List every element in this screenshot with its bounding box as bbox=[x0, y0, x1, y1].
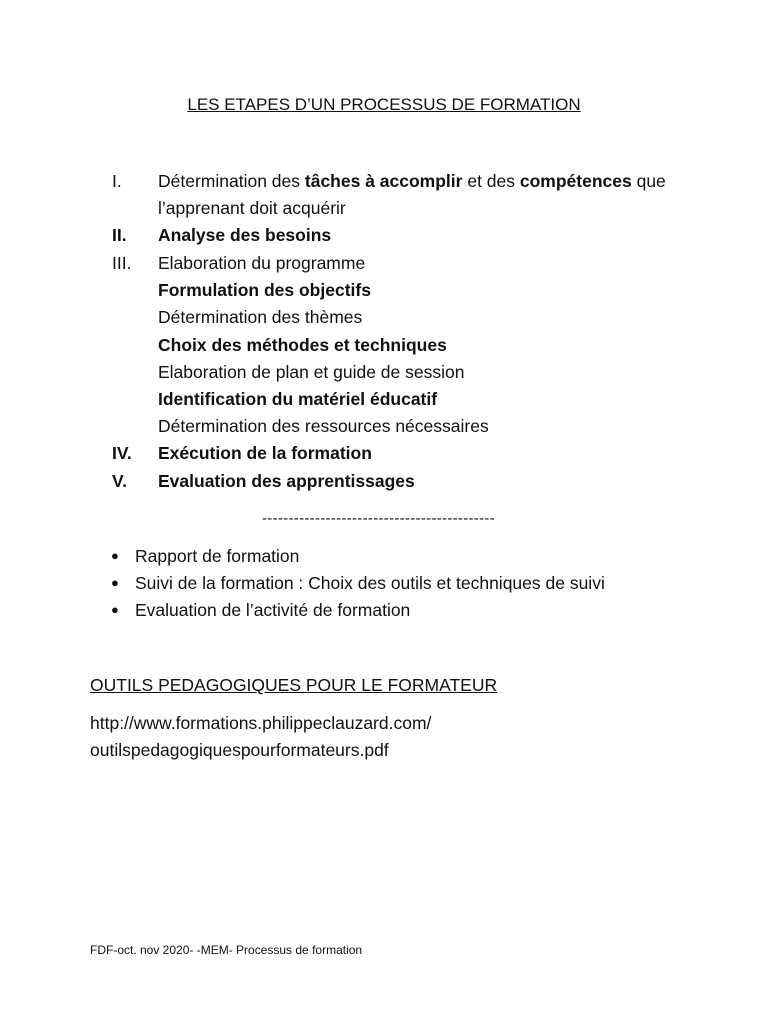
resource-link-line1[interactable]: http://www.formations.philippeclauzard.com/ bbox=[90, 713, 432, 733]
step-1-line2: l’apprenant doit acquérir bbox=[158, 198, 346, 218]
step-1-bold2: compétences bbox=[519, 171, 632, 191]
step-5-number: V. bbox=[112, 471, 127, 491]
step-3-text: Elaboration du programme bbox=[158, 253, 366, 273]
step-3-sub-3: Choix des méthodes et techniques bbox=[158, 335, 447, 355]
page-title: LES ETAPES D’UN PROCESSUS DE FORMATION bbox=[187, 95, 581, 114]
step-1-text bbox=[158, 171, 666, 192]
bullet-icon: ● bbox=[111, 548, 119, 563]
step-2-text: Analyse des besoins bbox=[158, 225, 332, 245]
step-1-part2: et des bbox=[462, 171, 520, 191]
bullet-icon: ● bbox=[111, 602, 119, 617]
step-3-sub-1: Formulation des objectifs bbox=[158, 280, 371, 300]
step-1-number: I. bbox=[112, 171, 122, 191]
step-1-bold1: tâches à accomplir bbox=[304, 171, 463, 191]
section-title-tools: OUTILS PEDAGOGIQUES POUR LE FORMATEUR bbox=[90, 675, 498, 695]
step-3-sub-4: Elaboration de plan et guide de session bbox=[158, 362, 465, 382]
bullet-item-2: Suivi de la formation : Choix des outils et techniques de suivi bbox=[135, 573, 605, 593]
step-1-part1: Détermination des bbox=[158, 171, 305, 191]
resource-link-line2[interactable]: outilspedagogiquespourformateurs.pdf bbox=[90, 740, 389, 760]
page-footer: FDF-oct. nov 2020- -MEM- Processus de formation bbox=[90, 943, 363, 957]
step-3-sub-5: Identification du matériel éducatif bbox=[158, 389, 438, 409]
step-3-sub-2: Détermination des thèmes bbox=[158, 307, 363, 327]
step-4-number: IV. bbox=[112, 443, 132, 463]
bullet-icon: ● bbox=[111, 575, 119, 590]
bullet-item-1: Rapport de formation bbox=[135, 546, 300, 566]
step-4-text: Exécution de la formation bbox=[158, 443, 372, 463]
step-1-part3: que bbox=[631, 171, 666, 191]
separator-line: -------------------------------------------- bbox=[262, 510, 495, 527]
step-3-number: III. bbox=[112, 253, 132, 273]
step-5-text: Evaluation des apprentissages bbox=[158, 471, 415, 491]
bullet-item-3: Evaluation de l’activité de formation bbox=[135, 600, 411, 620]
step-2-number: II. bbox=[112, 225, 127, 245]
step-3-sub-6: Détermination des ressources nécessaires bbox=[158, 416, 489, 436]
